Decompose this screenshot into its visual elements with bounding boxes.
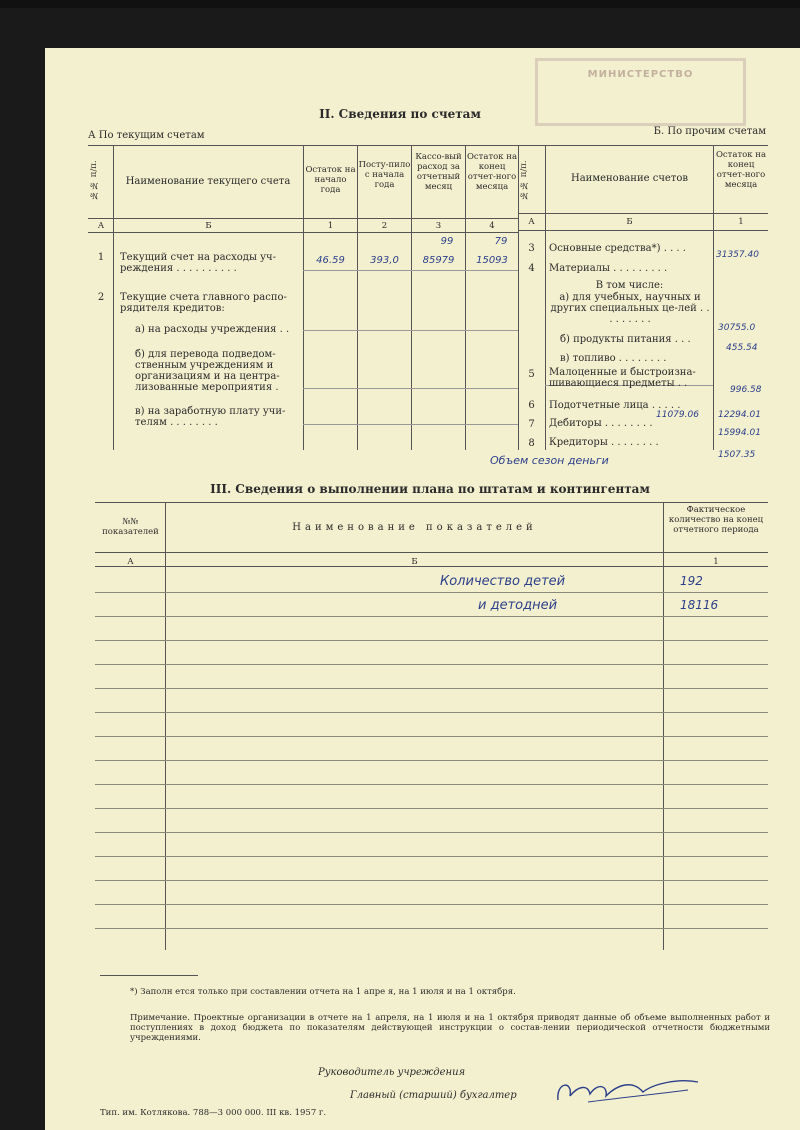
note: Примечание. Проектные организации в отчете на 1 апреля, на 1 июля и на 1 октября приводят данные об объеме выполненных работ и поступлениях в доход бюджета по показателям действующей инструкции о состав-лении периодической отчетности бюджетными учреждениями. (130, 1013, 770, 1043)
handwritten-signature (548, 1072, 708, 1112)
hw-value: 30755.0 (718, 323, 756, 333)
ruled-line (95, 616, 768, 617)
right-header-col1: Остаток на конец отчет-ного месяца (715, 150, 767, 190)
hw-value: 455.54 (726, 343, 758, 353)
right-row-num: 3 (528, 243, 535, 254)
right-row-label: Дебиторы . . . . . . . . (549, 418, 653, 429)
left-row-label: б) для перевода подведом-ственным учреждениям и организациям и на центра-лизованные мероприятия . (135, 349, 280, 393)
hw-value: 15994.01 (718, 428, 761, 438)
right-code-1: 1 (738, 217, 744, 227)
ruled-line (95, 784, 768, 785)
hw-value: 31357.40 (716, 250, 759, 260)
left-header-num: №№ п/п. (89, 160, 99, 200)
right-row-label: а) для учебных, научных и других специальных це-лей . . . . . . . . . (550, 292, 710, 325)
left-row-num: 1 (97, 252, 105, 263)
right-code-b: Б (626, 217, 633, 227)
left-code-2: 2 (381, 221, 388, 231)
hw-indicator-name: Количество детей (440, 574, 566, 589)
right-row-label: Основные средства*) . . . . (549, 243, 686, 254)
left-header-col2: Посту-пило с начала года (358, 160, 411, 190)
ruled-line (95, 856, 768, 857)
section2-title: II. Сведения по счетам (319, 107, 481, 121)
hw-value: 1507.35 (718, 450, 756, 460)
hw-bottom-note: Объем сезон деньги (490, 454, 609, 467)
section3-title: III. Сведения о выполнении плана по штатам и контингентам (210, 482, 650, 496)
left-row-label: Текущий счет на расходы уч-реждения . . . . . . . . . . (120, 252, 276, 274)
section3-header-num: №№ показателей (102, 517, 159, 537)
right-row-label: В том числе: (595, 280, 664, 291)
ruled-line (95, 736, 768, 737)
left-header-col1: Остаток на начало года (305, 165, 356, 195)
hw-value: 46.59 (316, 255, 345, 266)
ruled-line (95, 880, 768, 881)
hw-indicator-value: 192 (680, 574, 703, 588)
right-header-num: №№ п/п. (519, 160, 529, 200)
ruled-line (95, 592, 768, 593)
left-code-4: 4 (489, 221, 495, 231)
footnote: *) Заполн ется только при составлении отчета на 1 апре я, на 1 июля и на 1 октября. (130, 987, 516, 997)
right-row-num: 4 (528, 263, 535, 274)
left-subtitle: А По текущим счетам (88, 130, 205, 141)
right-row-label: Материалы . . . . . . . . . (549, 263, 668, 274)
head-signature-label: Руководитель учреждения (318, 1067, 466, 1078)
right-row-label: Подотчетные лица . . . . . (549, 400, 681, 411)
accountant-signature-label: Главный (старший) бухгалтер (350, 1090, 517, 1101)
ruled-line (95, 688, 768, 689)
left-header-col4: Остаток на конец отчет-ного месяца (466, 152, 518, 192)
right-row-label: в) топливо . . . . . . . . (560, 353, 667, 364)
left-row-label: в) на заработную плату учи-телям . . . . . . . . (135, 406, 286, 428)
right-row-label: Кредиторы . . . . . . . . (549, 437, 659, 448)
hw-indicator-name: и детодней (478, 598, 558, 613)
hw-value: 996.58 (730, 385, 762, 395)
ruled-line (95, 928, 768, 929)
right-row-num: 8 (528, 438, 535, 449)
right-subtitle: Б. По прочим счетам (653, 126, 766, 137)
hw-indicator-value: 18116 (680, 598, 719, 612)
ruled-line (95, 640, 768, 641)
left-code-1: 1 (327, 221, 334, 231)
left-header-col3: Кассо-вый расход за отчетный месяц (415, 152, 462, 192)
right-row-num: 7 (528, 419, 535, 430)
left-row-label: а) на расходы учреждения . . (135, 324, 290, 335)
left-code-b: Б (205, 221, 212, 231)
right-row-num: 5 (528, 369, 535, 380)
ruled-line (95, 832, 768, 833)
right-row-num: 6 (528, 400, 535, 411)
printer-line: Тип. им. Котлякова. 788—3 000 000. III кв. 1957 г. (100, 1108, 327, 1118)
ruled-line (95, 712, 768, 713)
hw-debitors-note: 11079.06 (656, 410, 699, 420)
left-header-name: Наименование текущего счета (125, 176, 291, 187)
right-row-label: б) продукты питания . . . (560, 334, 691, 345)
left-row-label: Текущие счета главного распо-рядителя кредитов: (120, 292, 287, 314)
ruled-line (95, 808, 768, 809)
section3-header-name: Наименование показателей (292, 522, 537, 533)
left-code-a: А (97, 221, 105, 231)
hw-value: 15093 (476, 255, 508, 266)
hw-value: 393,0 (370, 255, 399, 266)
section3-code-b: Б (411, 557, 418, 567)
stamp-text: МИНИСТЕРСТВО (587, 69, 694, 80)
section3-code-1: 1 (713, 557, 719, 567)
hw-value: 99 (440, 236, 454, 247)
hw-value: 85979 (422, 255, 455, 266)
left-code-3: 3 (435, 221, 442, 231)
hw-value: 79 (494, 236, 508, 247)
faded-stamp (535, 58, 746, 126)
ruled-line (95, 904, 768, 905)
section3-code-a: А (127, 557, 134, 567)
ruled-line (95, 664, 768, 665)
left-row-num: 2 (97, 292, 105, 303)
section3-header-value: Фактическое количество на конец отчетного периода (668, 505, 764, 535)
right-code-a: А (528, 217, 535, 227)
right-header-name: Наименование счетов (570, 173, 689, 184)
right-row-label: Малоценные и быстроизна-шивающиеся предметы . . (549, 367, 696, 389)
ruled-line (95, 760, 768, 761)
hw-value: 12294.01 (718, 410, 761, 420)
